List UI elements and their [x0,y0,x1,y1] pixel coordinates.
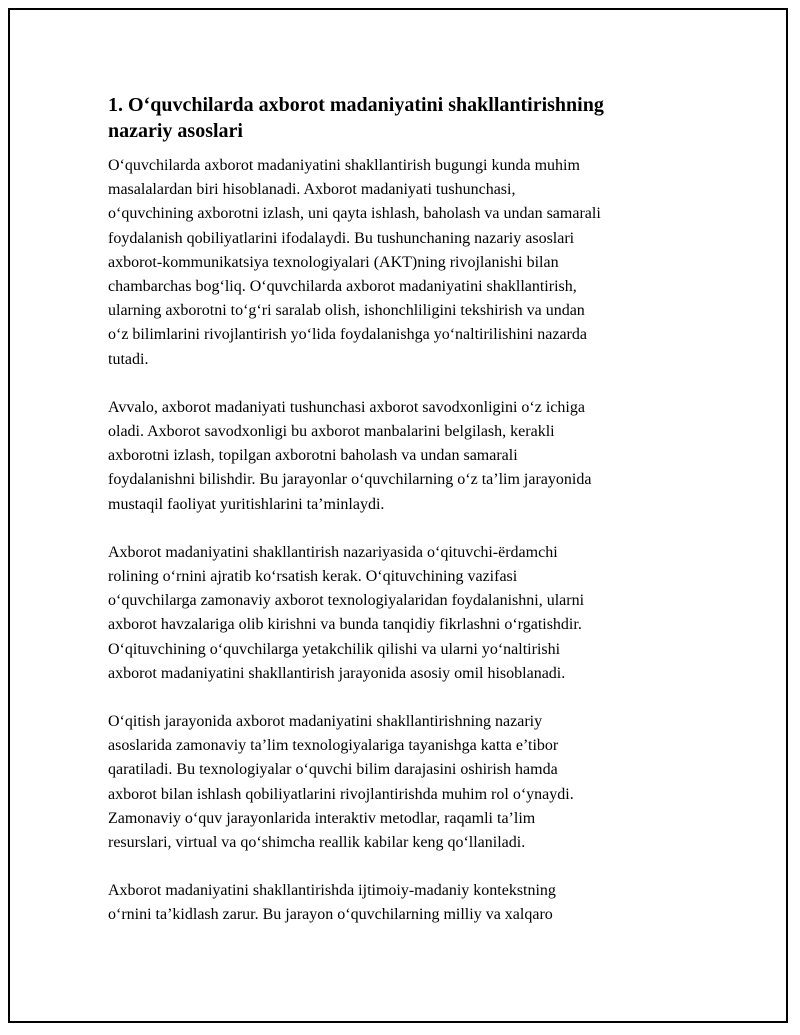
paragraph-5 [108,879,698,927]
section-heading [108,92,698,144]
text-line: qaratiladi. Bu texnologiyalar o‘quvchi bilim darajasini oshirish hamda [108,761,558,779]
text-line: rolining o‘rnini ajratib ko‘rsatish kerak. O‘qituvchining vazifasi [108,568,518,586]
text-line: Axborot madaniyatini shakllantirish nazariyasida o‘qituvchi-ërdamchi [108,543,558,561]
text-line: axborot havzalariga olib kirishni va bunda tanqidiy fikrlashni o‘rgatishdir. [108,616,582,634]
text-line: oladi. Axborot savodxonligi bu axborot manbalarini belgilash, kerakli [108,423,555,441]
paragraph-3 [108,541,698,686]
text-line: resurslari, virtual va qo‘shimcha reallik kabilar keng qo‘llaniladi. [108,834,526,852]
text-line: tutadi. [108,350,149,368]
paragraph-4 [108,710,698,855]
text-line: axborot bilan ishlash qobiliyatlarini rivojlantirishda muhim rol o‘ynaydi. [108,785,574,803]
document-body [108,92,698,952]
text-line: asoslarida zamonaviy ta’lim texnologiyalariga tayanishga katta e’tibor [108,737,559,755]
paragraph-1 [108,154,698,372]
text-line: O‘quvchilarda axborot madaniyatini shakllantirish bugungi kunda muhim [108,157,580,174]
text-line: mustaqil faoliyat yuritishlarini ta’minlaydi. [108,495,385,513]
text-line: foydalanish qobiliyatlarini ifodalaydi. Bu tushunchaning nazariy asoslari [108,229,575,247]
text-line: O‘qitish jarayonida axborot madaniyatini shakllantirishning nazariy [108,713,543,731]
text-line: axborot-kommunikatsiya texnologiyalari (AKT)ning rivojlanishi bilan [108,253,559,271]
text-line: ularning axborotni to‘g‘ri saralab olish, ishonchliligini tekshirish va undan [108,302,585,320]
paragraph-2 [108,396,698,517]
text-line: o‘z bilimlarini rivojlantirish yo‘lida foydalanishga yo‘naltirilishini nazarda [108,326,587,344]
text-line: o‘rnini ta’kidlash zarur. Bu jarayon o‘quvchilarning milliy va xalqaro [108,906,553,924]
text-line: chambarchas bog‘liq. O‘quvchilarda axborot madaniyatini shakllantirish, [108,278,577,296]
text-line: foydalanishni bilishdir. Bu jarayonlar o‘quvchilarning o‘z ta’lim jarayonida [108,471,592,489]
heading-line: nazariy asoslari [108,120,243,142]
text-line: masalalardan biri hisoblanadi. Axborot madaniyati tushunchasi, [108,181,516,199]
text-line: Avvalo, axborot madaniyati tushunchasi axborot savodxonligini o‘z ichiga [108,398,585,416]
text-line: o‘quvchining axborotni izlash, uni qayta ishlash, baholash va undan samarali [108,205,601,223]
text-line: axborotni izlash, topilgan axborotni baholash va undan samarali [108,447,518,465]
text-line: axborot madaniyatini shakllantirish jarayonida asosiy omil hisoblanadi. [108,664,566,682]
text-line: Zamonaviy o‘quv jarayonlarida interaktiv metodlar, raqamli ta’lim [108,809,536,827]
text-line: o‘quvchilarga zamonaviy axborot texnologiyalaridan foydalanishni, ularni [108,592,585,610]
text-line: Axborot madaniyatini shakllantirishda ijtimoiy-madaniy kontekstning [108,882,556,900]
heading-line: 1. O‘quvchilarda axborot madaniyatini shakllantirishning [108,94,604,116]
text-line: O‘qituvchining o‘quvchilarga yetakchilik qilishi va ularni yo‘naltirishi [108,640,561,658]
